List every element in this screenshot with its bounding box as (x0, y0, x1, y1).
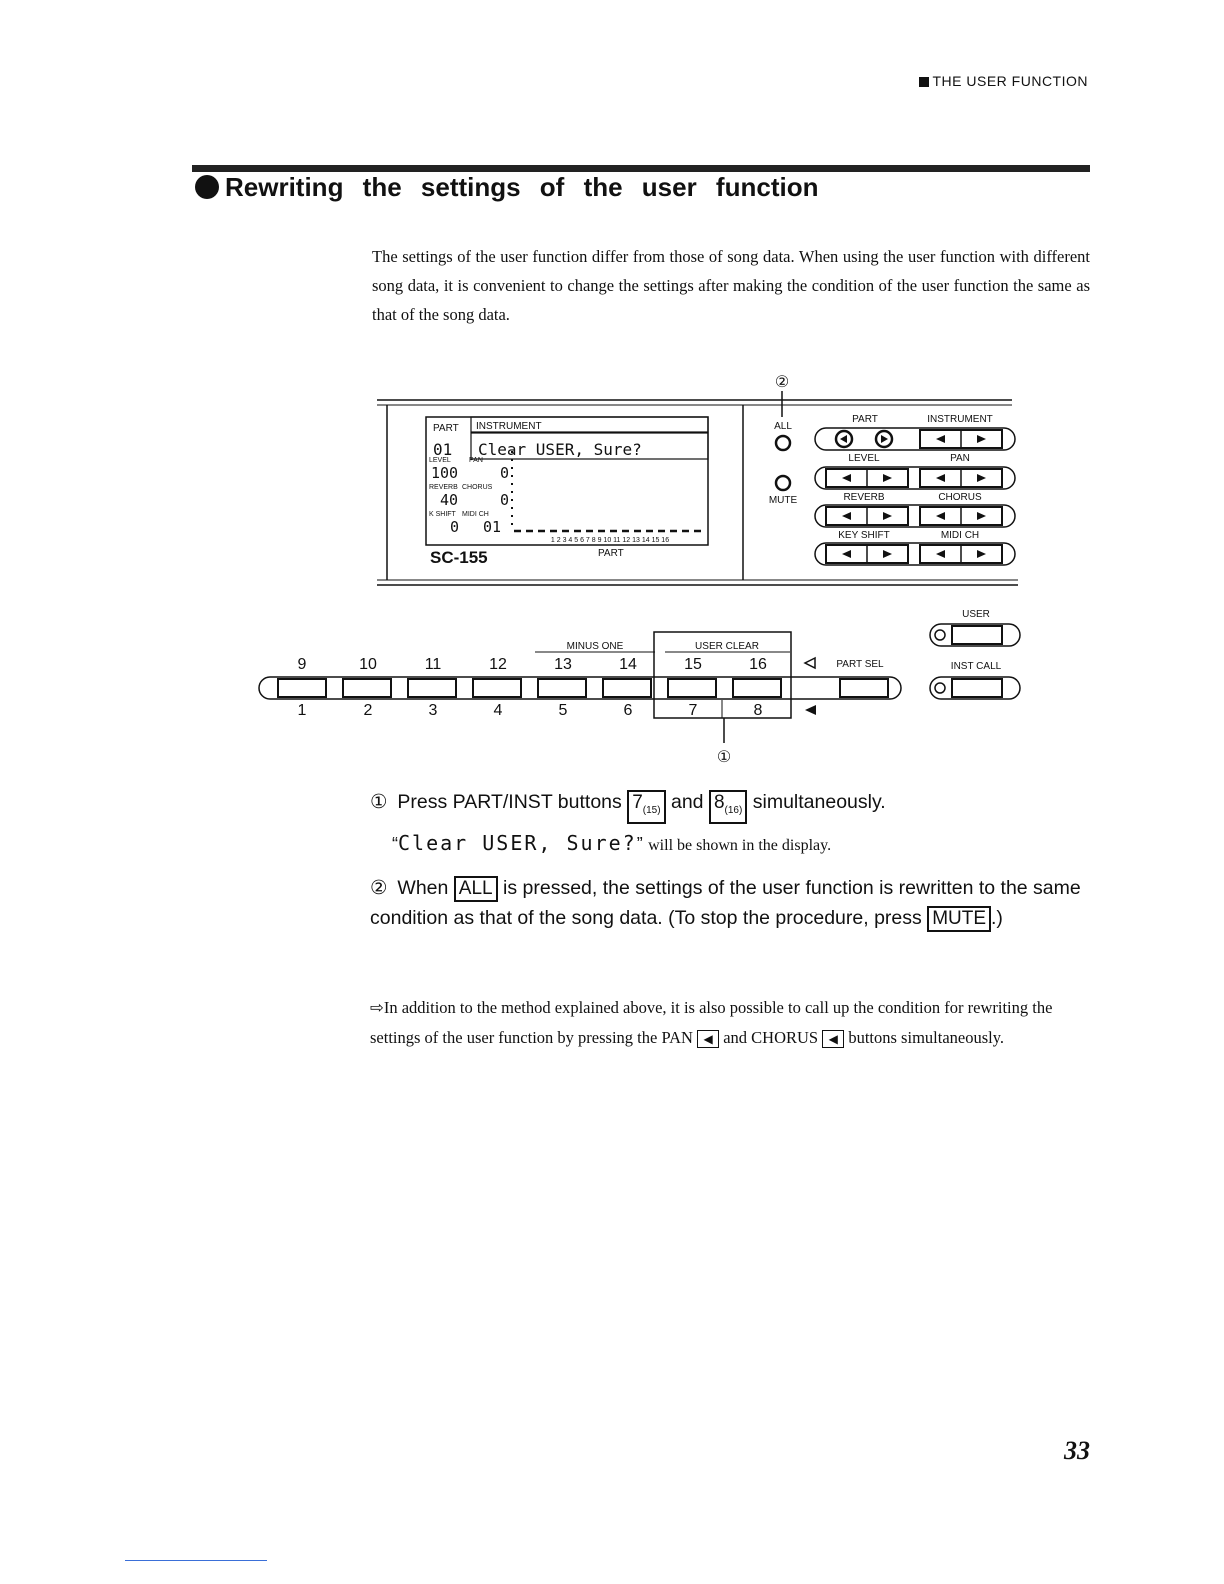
callout-2: ② (774, 374, 790, 391)
svg-text:PART: PART (598, 548, 624, 559)
svg-text:7: 7 (688, 702, 698, 719)
svg-text:01: 01 (483, 518, 502, 536)
running-header (919, 73, 1089, 89)
svg-text:13: 13 (554, 656, 572, 673)
lcd-display (426, 417, 708, 545)
svg-text:MIDI CH: MIDI CH (940, 530, 980, 541)
svg-text:K SHIFT: K SHIFT (429, 511, 456, 518)
step-1-number: ① (370, 791, 388, 813)
svg-text:6: 6 (623, 702, 633, 719)
svg-text:40: 40 (440, 491, 459, 509)
svg-text:11: 11 (424, 656, 442, 673)
step-1: ① Press PART/INST buttons $7_{(15)}$ and $8_{(16)}$ simultaneously. “Clear USER, Sure?” will be shown in the display. (370, 787, 1092, 861)
svg-text:INSTRUMENT: INSTRUMENT (927, 414, 993, 425)
step-2: ② When ALL is pressed, the settings of the user function is rewritten to the same condition as that of the song data. (To stop the procedure, press MUTE .) (370, 873, 1092, 933)
svg-text:01: 01 (433, 440, 453, 459)
svg-text:LEVEL: LEVEL (429, 457, 451, 464)
square-bullet-icon (919, 77, 929, 87)
svg-text:0: 0 (500, 464, 510, 482)
svg-text:10: 10 (359, 656, 377, 673)
svg-text:16: 16 (749, 656, 767, 673)
svg-text:MINUS ONE: MINUS ONE (566, 641, 624, 652)
key-7-15: $7_{(15)}$ (627, 790, 665, 824)
section-title-text: Rewriting the settings of the user function (225, 172, 819, 202)
svg-text:100: 100 (431, 464, 459, 482)
page-number: 33 (1064, 1436, 1090, 1465)
sc155-panel-diagram (250, 365, 1040, 770)
callout-1: ① (716, 749, 732, 766)
right-control-panel (769, 414, 1015, 565)
right-arrow-icon: ⇨ (370, 998, 384, 1017)
svg-text:USER: USER (962, 609, 990, 620)
key-all: ALL (454, 876, 498, 902)
svg-text:LEVEL: LEVEL (848, 453, 880, 464)
circle-bullet-icon (195, 175, 219, 199)
key-mute: MUTE (927, 906, 991, 932)
svg-text:Clear USER, Sure?: Clear USER, Sure? (478, 440, 642, 459)
svg-text:REVERB: REVERB (429, 484, 458, 491)
svg-text:REVERB: REVERB (843, 492, 885, 503)
svg-text:14: 14 (619, 656, 637, 673)
left-arrow-key-icon: ◀ (697, 1030, 719, 1048)
footer-line (125, 1560, 267, 1561)
svg-text:2: 2 (363, 702, 373, 719)
svg-text:ALL: ALL (774, 421, 792, 432)
left-arrow-key-icon: ◀ (822, 1030, 844, 1048)
svg-text:INSTRUMENT: INSTRUMENT (476, 421, 542, 432)
svg-text:CHORUS: CHORUS (462, 484, 493, 491)
svg-text:MIDI CH: MIDI CH (462, 511, 489, 518)
svg-text:3: 3 (428, 702, 438, 719)
intro-paragraph: The settings of the user function differ from those of song data. When using the user function with different song data, it is convenient to change the settings after making the condition of the user function the same as that of the song data. (372, 247, 1090, 324)
svg-text:15: 15 (684, 656, 702, 673)
step-2-number: ② (370, 877, 388, 899)
svg-text:INST CALL: INST CALL (950, 661, 1002, 672)
key-8-16: $8_{(16)}$ (709, 790, 747, 824)
svg-text:8: 8 (753, 702, 763, 719)
svg-text:0: 0 (450, 518, 460, 536)
svg-text:MUTE: MUTE (768, 495, 798, 506)
svg-text:PAN: PAN (469, 457, 483, 464)
svg-text:1 2 3 4 5 6 7 8 9 10 11 12 13: 1 2 3 4 5 6 7 8 9 10 11 12 13 14 15 16 (550, 537, 670, 544)
svg-text:1: 1 (297, 702, 307, 719)
svg-text:USER CLEAR: USER CLEAR (695, 641, 759, 652)
header-label: THE USER FUNCTION (932, 73, 1088, 89)
svg-text:0: 0 (500, 491, 510, 509)
section-title (195, 172, 818, 203)
lcd-message-text: Clear USER, Sure? (398, 830, 637, 855)
svg-text:4: 4 (493, 702, 503, 719)
svg-text:CHORUS: CHORUS (938, 492, 982, 503)
model-logo: SC-155 (430, 548, 488, 567)
section-rule (192, 165, 1090, 172)
svg-text:12: 12 (489, 656, 507, 673)
svg-text:PART: PART (433, 423, 459, 434)
svg-text:9: 9 (297, 656, 307, 673)
svg-text:KEY SHIFT: KEY SHIFT (838, 530, 890, 541)
svg-text:PART SEL: PART SEL (836, 659, 884, 670)
svg-text:PART: PART (852, 414, 878, 425)
note-paragraph: ⇨In addition to the method explained above, it is also possible to call up the condition for rewriting the settings of the user function by pressing the PAN ◀ and CHORUS ◀ buttons simultaneously. (370, 998, 1053, 1047)
svg-text:PAN: PAN (950, 453, 970, 464)
svg-text:5: 5 (558, 702, 568, 719)
